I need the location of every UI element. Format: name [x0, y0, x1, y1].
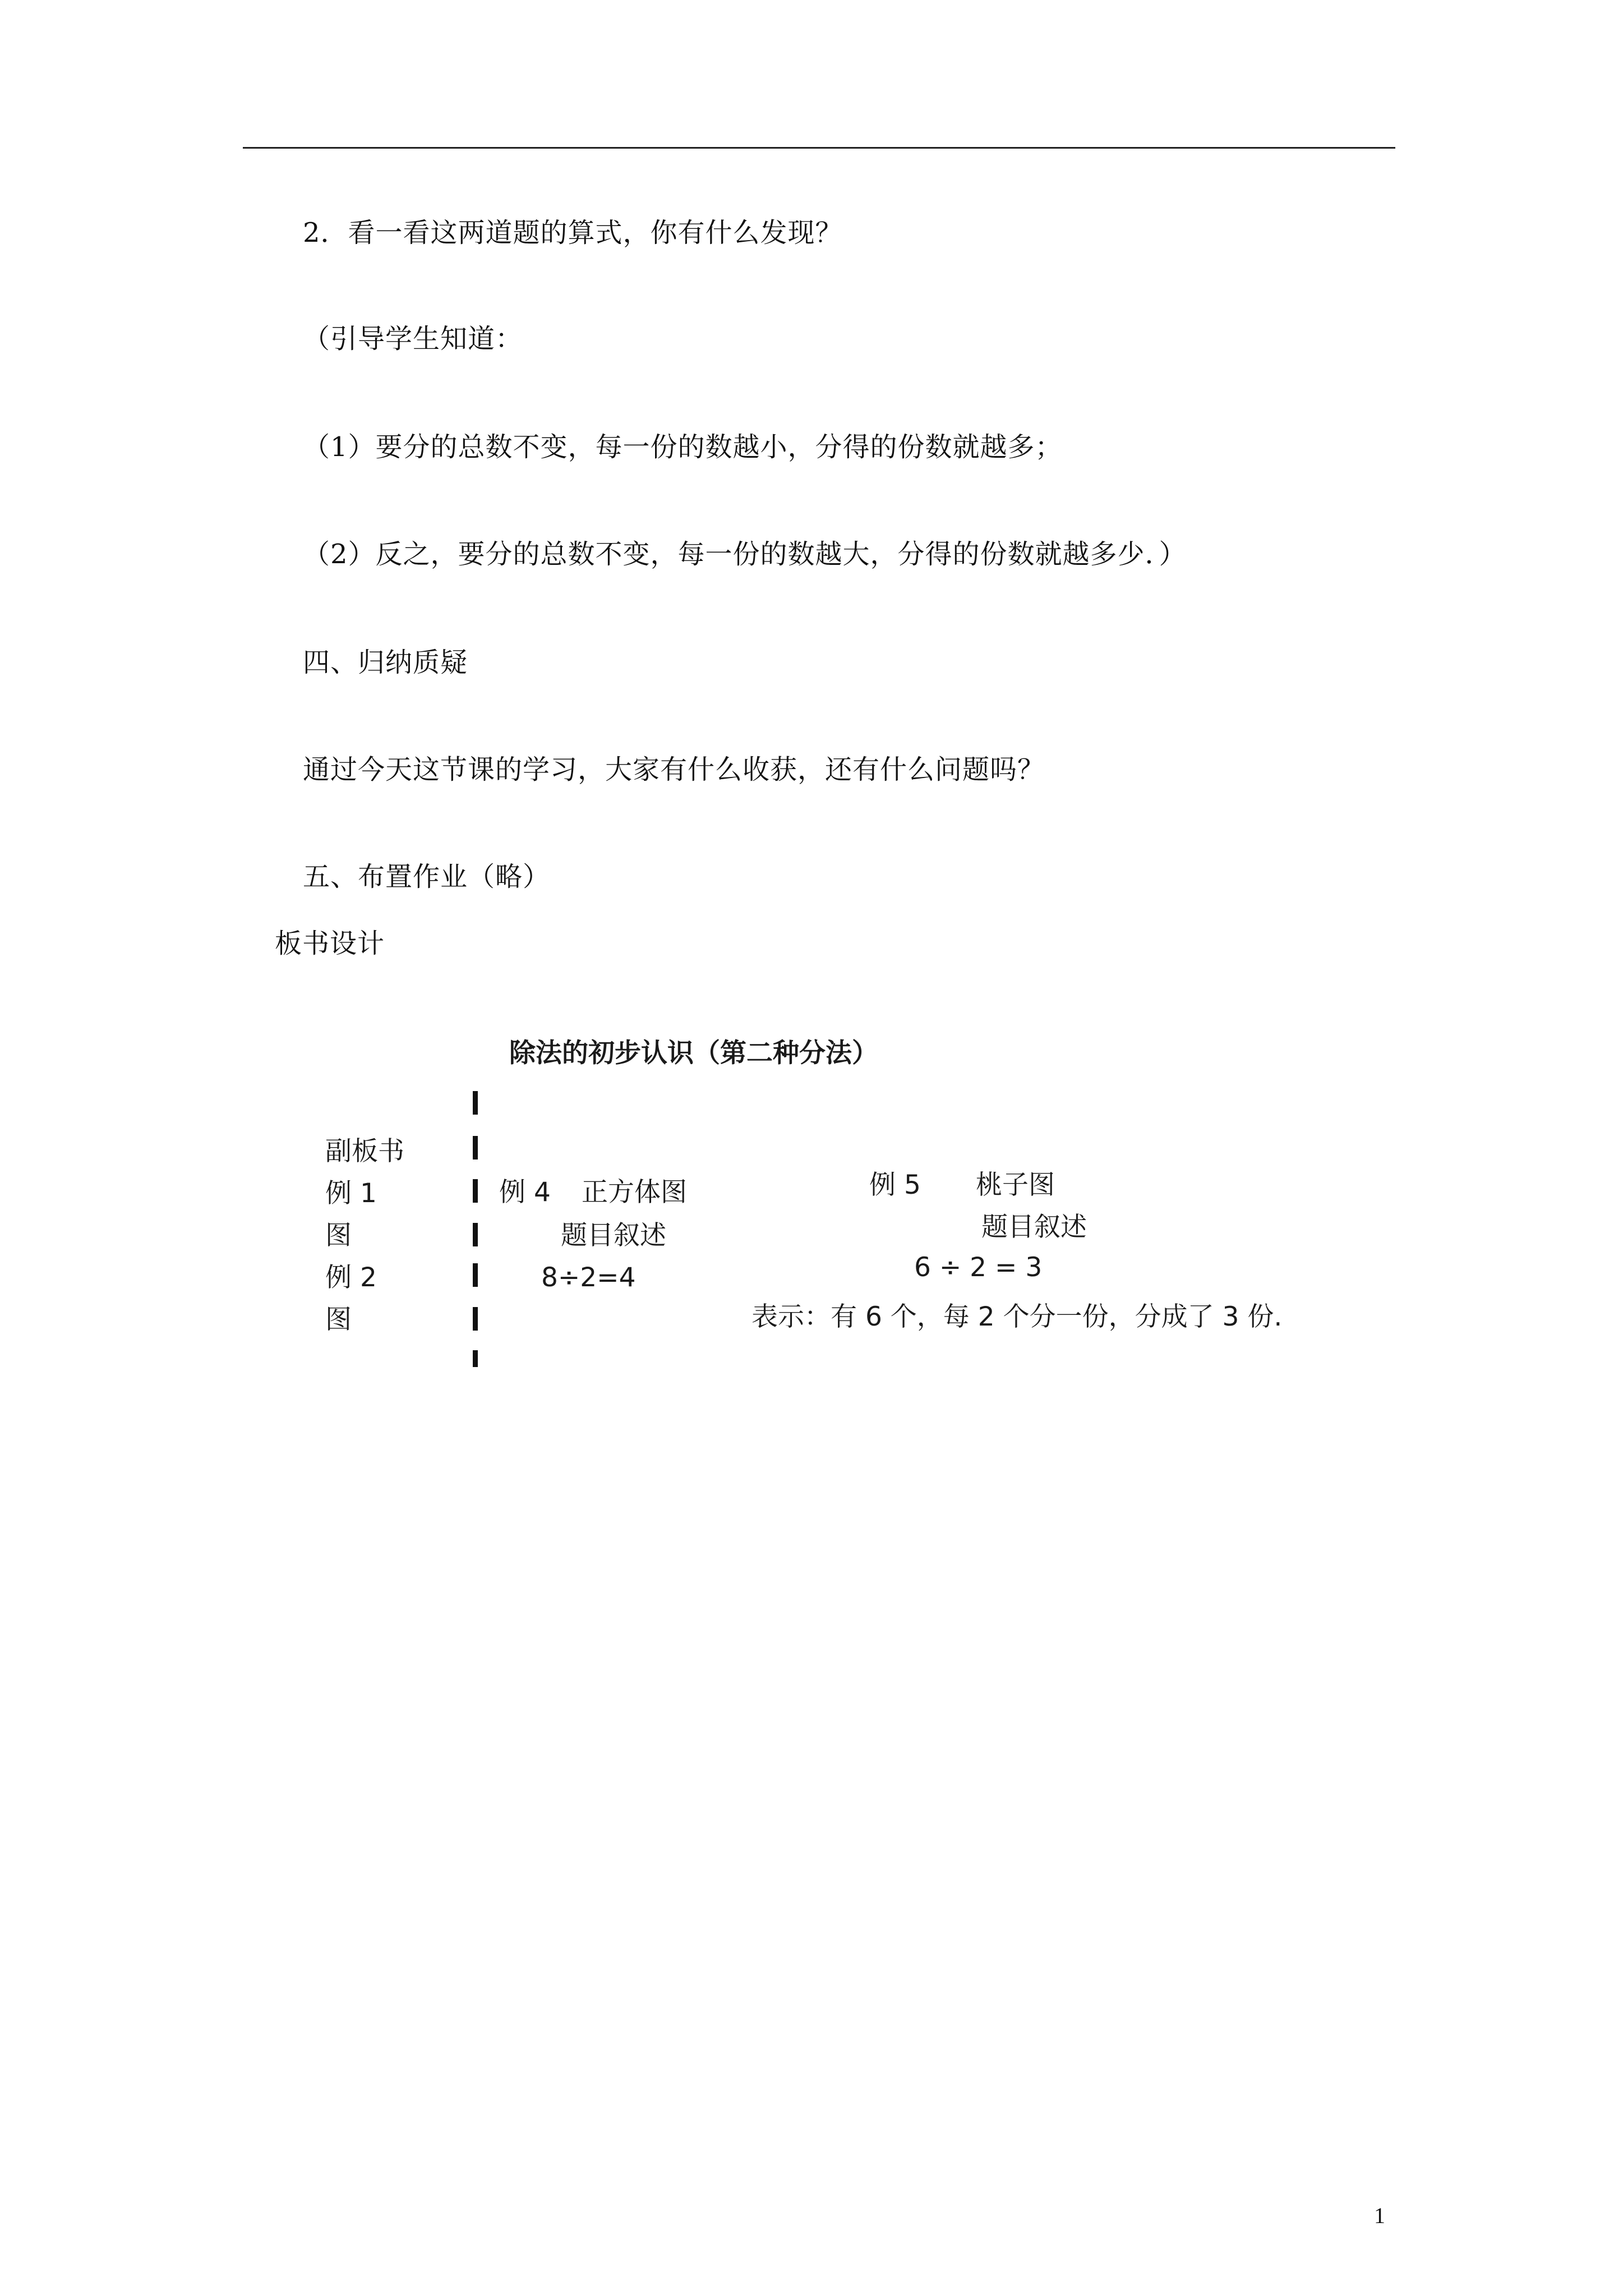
example-5-picture: 桃子图 [976, 1170, 1055, 1200]
paragraph-point-2: （2）反之，要分的总数不变，每一份的数越大，分得的份数就越多少．） [303, 539, 1187, 570]
board-divider-segment [473, 1091, 478, 1115]
board-title: 除法的初步认识（第二种分法） [509, 1038, 878, 1069]
example-5-meaning: 表示：有 6 个，每 2 个分一份，分成了 3 份. [751, 1301, 1283, 1332]
example-4-description: 题目叙述 [561, 1220, 666, 1251]
example-5-description: 题目叙述 [981, 1212, 1087, 1243]
blackboard-design-figure [303, 1032, 1335, 1391]
paragraph-summary-question: 通过今天这节课的学习，大家有什么收获，还有什么问题吗？ [303, 754, 1045, 785]
board-divider-segment [473, 1350, 478, 1367]
side-board-example-1: 例 1 [325, 1178, 377, 1209]
side-board-figure-1: 图 [325, 1220, 352, 1251]
board-divider-segment [473, 1307, 478, 1331]
page-number: 1 [1374, 2203, 1385, 2228]
header-rule [243, 147, 1395, 149]
example-4-equation: 8÷2=4 [541, 1262, 636, 1293]
side-board-heading: 副板书 [325, 1136, 404, 1167]
paragraph-point-1: （1）要分的总数不变，每一份的数越小，分得的份数就越多； [303, 431, 1063, 463]
paragraph-guide-intro: （引导学生知道： [303, 323, 523, 355]
board-divider-segment [473, 1263, 478, 1287]
example-4-picture: 正方体图 [582, 1177, 687, 1208]
side-board-example-2: 例 2 [325, 1262, 377, 1293]
section-heading-board-design: 板书设计 [275, 928, 385, 959]
board-divider-segment [473, 1223, 478, 1246]
paragraph-question-2: 2．看一看这两道题的算式，你有什么发现？ [303, 217, 843, 249]
section-heading-summary: 四、归纳质疑 [303, 647, 468, 678]
example-4-label: 例 4 [499, 1177, 551, 1208]
example-5-label: 例 5 [869, 1170, 921, 1200]
section-heading-homework: 五、布置作业（略） [303, 861, 551, 892]
board-divider-segment [473, 1136, 478, 1159]
side-board-figure-2: 图 [325, 1304, 352, 1335]
board-divider-segment [473, 1179, 478, 1203]
example-5-equation: 6 ÷ 2 = 3 [914, 1252, 1043, 1283]
